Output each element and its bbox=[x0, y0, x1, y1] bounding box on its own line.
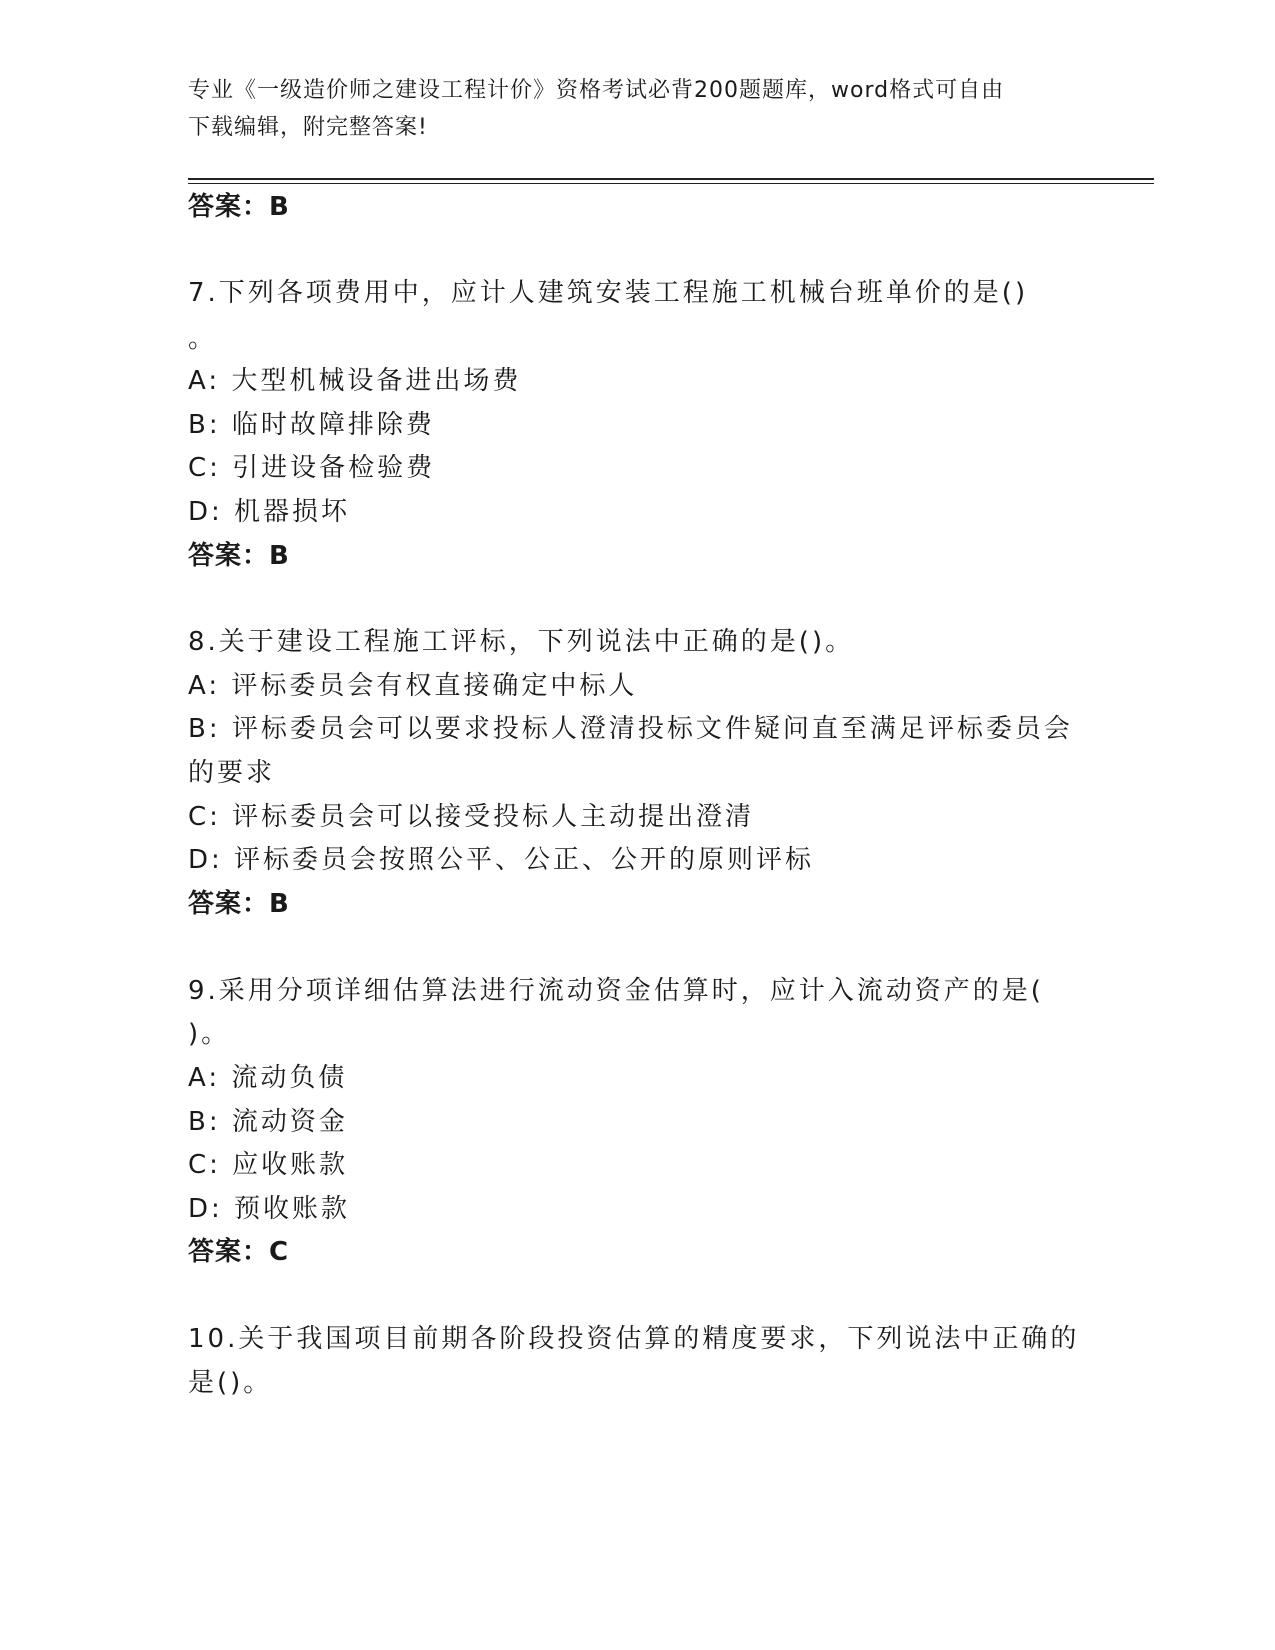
question-8-answer: 答案：B bbox=[188, 889, 290, 919]
question-9-stem: 9.采用分项详细估算法进行流动资金估算时，应计入流动资产的是( bbox=[188, 976, 1044, 1006]
question-8-option-d: D: 评标委员会按照公平、公正、公开的原则评标 bbox=[188, 845, 815, 875]
question-9-option-d: D: 预收账款 bbox=[188, 1194, 351, 1224]
question-7-stem: 7.下列各项费用中，应计人建筑安装工程施工机械台班单价的是() bbox=[188, 278, 1029, 308]
question-7-option-b: B: 临时故障排除费 bbox=[188, 410, 435, 440]
question-9-option-c: C: 应收账款 bbox=[188, 1150, 349, 1180]
question-7-stem-continued: 。 bbox=[188, 324, 218, 354]
question-8-option-b-continued: 的要求 bbox=[188, 758, 276, 788]
question-8-option-c: C: 评标委员会可以接受投标人主动提出澄清 bbox=[188, 802, 755, 832]
header-line-2: 下载编辑，附完整答案! bbox=[188, 115, 428, 140]
question-10-stem: 10.关于我国项目前期各阶段投资估算的精度要求，下列说法中正确的 bbox=[188, 1324, 1080, 1354]
question-8-option-b: B: 评标委员会可以要求投标人澄清投标文件疑问直至满足评标委员会 bbox=[188, 714, 1073, 744]
question-9-option-b: B: 流动资金 bbox=[188, 1107, 348, 1137]
document-header bbox=[188, 72, 1088, 146]
question-9-stem-continued: )。 bbox=[188, 1019, 231, 1049]
question-7-option-d: D: 机器损坏 bbox=[188, 497, 351, 527]
question-7-answer: 答案：B bbox=[188, 541, 290, 571]
answer-previous: 答案：B bbox=[188, 192, 290, 222]
header-divider-thick bbox=[188, 178, 1154, 180]
question-9-option-a: A: 流动负债 bbox=[188, 1063, 348, 1093]
question-10-stem-continued: 是()。 bbox=[188, 1368, 273, 1398]
question-7-option-c: C: 引进设备检验费 bbox=[188, 453, 436, 483]
question-9-answer: 答案：C bbox=[188, 1237, 290, 1267]
header-line-1: 专业《一级造价师之建设工程计价》资格考试必背200题题库，word格式可自由 bbox=[188, 78, 1005, 103]
question-8-stem: 8.关于建设工程施工评标，下列说法中正确的是()。 bbox=[188, 627, 855, 657]
question-7-option-a: A: 大型机械设备进出场费 bbox=[188, 366, 522, 396]
question-8-option-a: A: 评标委员会有权直接确定中标人 bbox=[188, 671, 638, 701]
header-divider-thin bbox=[188, 183, 1154, 184]
